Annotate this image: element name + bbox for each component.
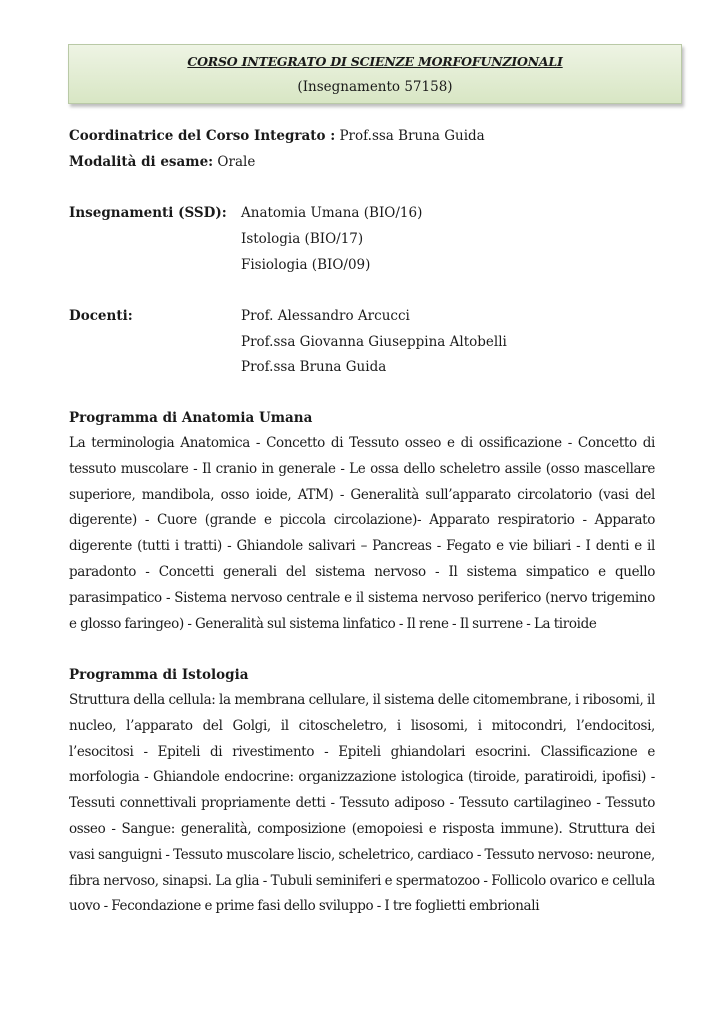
course-header-box (68, 44, 682, 104)
insegnamento-item: Istologia (BIO/17) (241, 231, 364, 247)
docente-item: Prof.ssa Bruna Guida (241, 359, 387, 375)
anatomia-heading: Programma di Anatomia Umana (69, 410, 313, 426)
insegnamenti-label: Insegnamenti (SSD): (69, 205, 227, 221)
exam-label: Modalità di esame: (69, 154, 214, 170)
istologia-program-text: Struttura della cellula: la membrana cellulare, il sistema delle citomembrane, i ribosomi, il nucleo, l’apparato del Golgi, il citoscheletro, i lisosomi, i mitocondri, l’endocitosi, l’esocitosi - Epiteli di rivestimento - Epiteli ghiandolari esocrini. Classificazione e morfologia - Ghiandole endocrine: organizzazione istologica (tiroide, paratiroidi, ipofisi) - Tessuti connettivali propriamente detti - Tessuto adiposo - Tessuto cartilagineo - Tessuto osseo - Sangue: generalità, composizione (emopoiesi e risposta immune). Struttura dei vasi sanguigni - Tessuto muscolare liscio, scheletrico, cardiaco - Tessuto nervoso: neurone, fibra nervoso, sinapsi. La glia - Tubuli seminiferi e spermatozoo - Follicolo ovarico e cellula uovo - Fecondazione e prime fasi dello sviluppo - I tre foglietti embrionali (69, 692, 655, 915)
coordinator-value: Prof.ssa Bruna Guida (335, 128, 485, 144)
course-title: CORSO INTEGRATO DI SCIENZE MORFOFUNZIONALI (187, 54, 563, 69)
docenti-label: Docenti: (69, 308, 133, 324)
istologia-heading: Programma di Istologia (69, 667, 249, 683)
exam-value: Orale (213, 154, 256, 170)
insegnamento-item: Anatomia Umana (BIO/16) (241, 205, 423, 221)
anatomia-program-text: La terminologia Anatomica - Concetto di Tessuto osseo e di ossificazione - Concetto di tessuto muscolare - Il cranio in generale - Le ossa dello scheletro assile (osso mascellare superiore, mandibola, osso ioide, ATM) - Generalità sull’apparato circolatorio (vasi del digerente) - Cuore (grande e piccola circolazione)- Apparato respiratorio - Apparato digerente (tutti i tratti) - Ghiandole salivari – Pancreas - Fegato e vie biliari - I denti e il paradonto - Concetti generali del sistema nervoso - Il sistema simpatico e quello parasimpatico - Sistema nervoso centrale e il sistema nervoso periferico (nervo trigemino e glosso faringeo) - Generalità sul sistema linfatico - Il rene - Il surrene - La tiroide (69, 435, 655, 632)
insegnamento-item: Fisiologia (BIO/09) (241, 257, 371, 273)
course-code: (Insegnamento 57158) (297, 79, 453, 95)
coordinator-line (69, 128, 485, 144)
coordinator-label: Coordinatrice del Corso Integrato : (69, 128, 336, 144)
docente-item: Prof. Alessandro Arcucci (241, 308, 410, 324)
exam-line (69, 154, 255, 170)
docente-item: Prof.ssa Giovanna Giuseppina Altobelli (241, 334, 507, 350)
